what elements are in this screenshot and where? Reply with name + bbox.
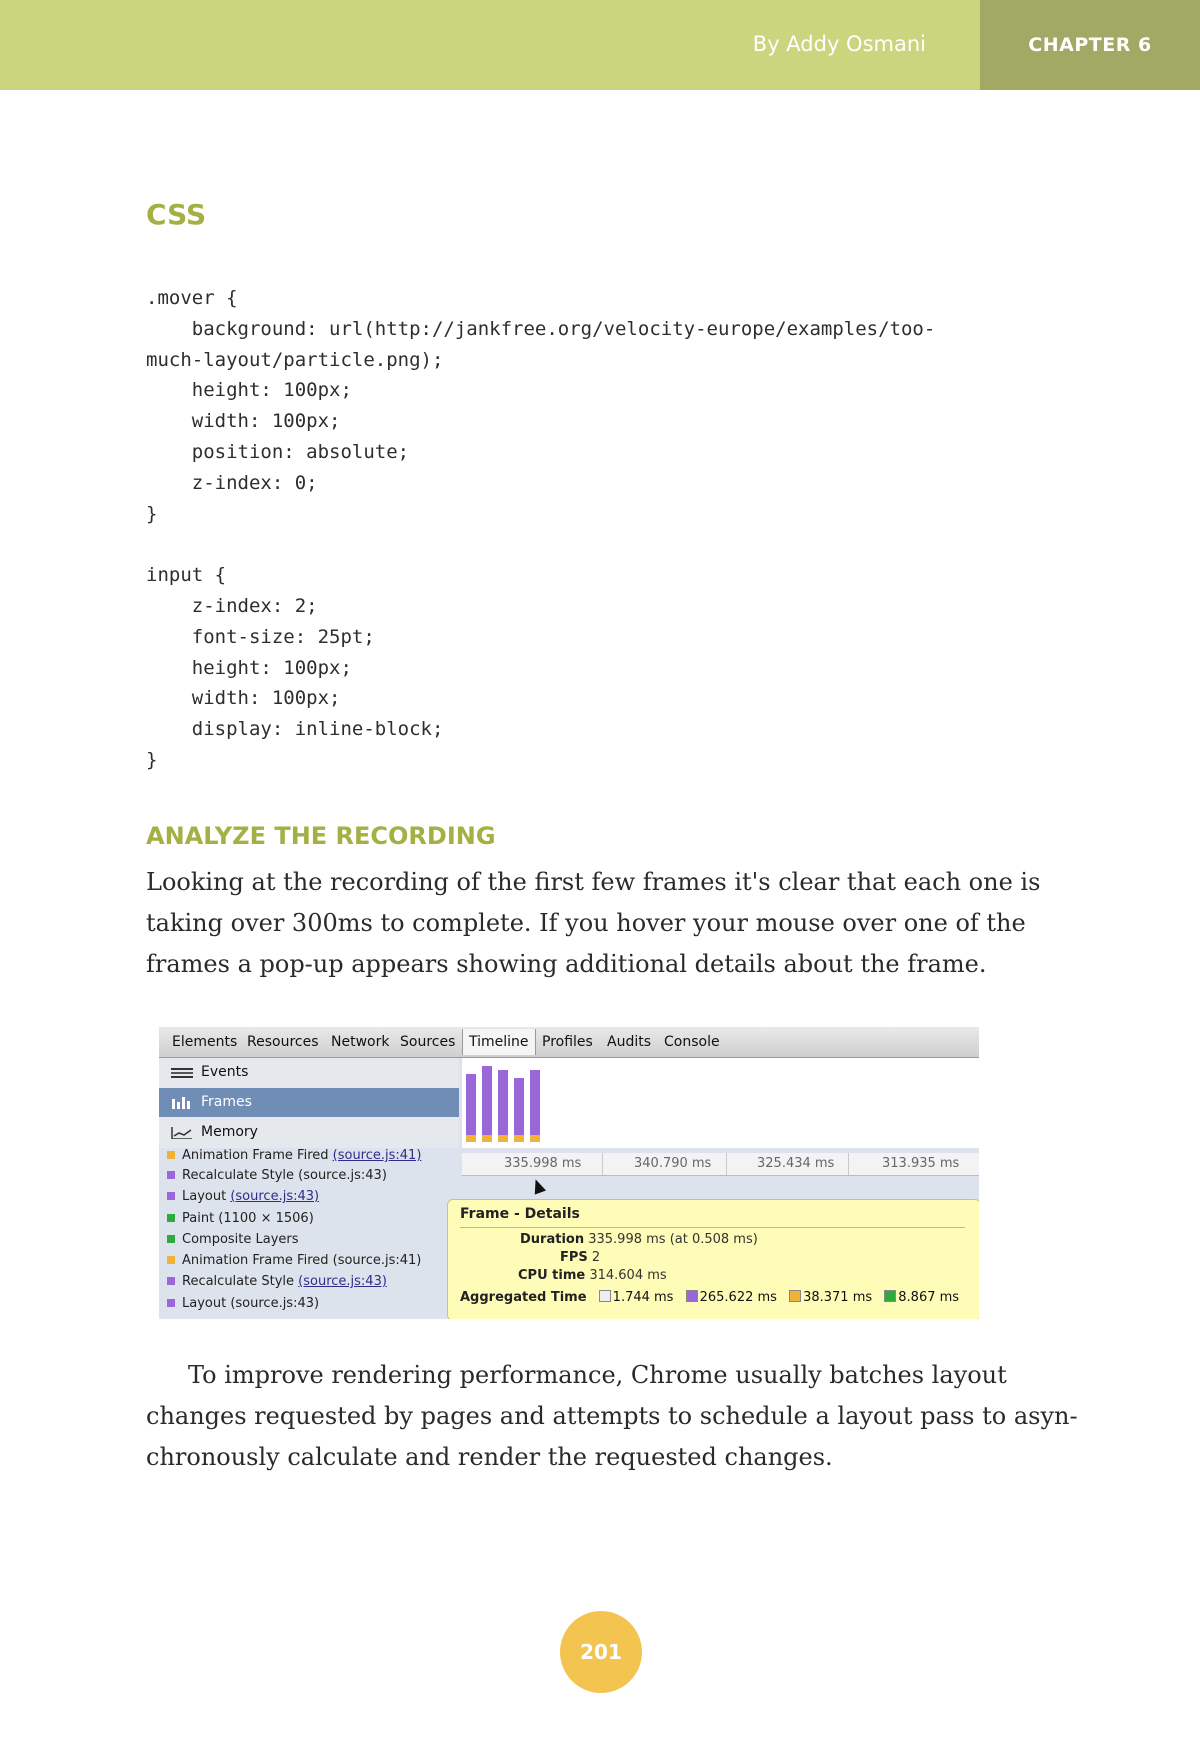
event-source-link[interactable]: (source.js:41): [332, 1148, 422, 1163]
aggregated-swatch: [884, 1290, 896, 1302]
aggregated-time-row: [460, 1290, 959, 1305]
ruler-tick: 340.790 ms: [634, 1156, 712, 1171]
tab-resources[interactable]: Resources: [247, 1034, 319, 1050]
frames-overview-chart[interactable]: [462, 1058, 979, 1148]
event-color-swatch: [167, 1256, 175, 1264]
tab-network[interactable]: Network: [331, 1034, 390, 1050]
cpu-time-row: [518, 1268, 667, 1283]
fps-row: [560, 1250, 600, 1265]
event-color-swatch: [167, 1299, 175, 1307]
ruler-tick: 313.935 ms: [882, 1156, 960, 1171]
timeline-ruler: [462, 1153, 979, 1176]
event-color-swatch: [167, 1277, 175, 1285]
list-item[interactable]: [167, 1145, 421, 1166]
event-color-swatch: [167, 1171, 175, 1179]
batching-paragraph: [146, 1355, 1078, 1478]
ruler-divider: [848, 1153, 849, 1175]
page-number: 201: [560, 1611, 642, 1693]
event-color-swatch: [167, 1235, 175, 1243]
event-source-link[interactable]: (source.js:43): [230, 1189, 320, 1204]
intro-paragraph: [146, 862, 1046, 985]
sidebar-item-label: Events: [201, 1064, 249, 1080]
ruler-divider: [726, 1153, 727, 1175]
aggregated-swatch: [686, 1290, 698, 1302]
tab-audits[interactable]: Audits: [607, 1034, 652, 1050]
list-item[interactable]: [167, 1271, 387, 1292]
sidebar-item-memory[interactable]: [159, 1118, 459, 1147]
tab-profiles[interactable]: Profiles: [542, 1034, 593, 1050]
tab-timeline[interactable]: Timeline: [462, 1029, 536, 1055]
event-source-link[interactable]: (source.js:43): [298, 1274, 387, 1289]
aggregated-value: 38.371 ms: [803, 1290, 873, 1305]
memory-icon: [171, 1127, 193, 1139]
event-color-swatch: [167, 1192, 175, 1200]
popup-title: Frame - Details: [460, 1206, 580, 1222]
tab-console[interactable]: Console: [664, 1034, 720, 1050]
duration-label: Duration: [520, 1232, 585, 1247]
frame-details-popup: [447, 1199, 979, 1319]
frame-bar[interactable]: [530, 1070, 540, 1142]
event-label: Recalculate Style: [182, 1274, 299, 1289]
ruler-divider: [602, 1153, 603, 1175]
frame-bar[interactable]: [498, 1070, 508, 1142]
frame-bar[interactable]: [466, 1074, 476, 1142]
list-item[interactable]: [167, 1208, 314, 1229]
event-label: Paint (1100 × 1506): [182, 1211, 314, 1226]
paragraph-line: To improve rendering performance, Chrome usually batches layout: [188, 1361, 1007, 1389]
analyze-heading: ANALYZE THE RECORDING: [146, 822, 496, 850]
aggregated-time-label: Aggregated Time: [460, 1290, 587, 1305]
event-label: Layout (source.js:43): [182, 1296, 320, 1311]
list-item[interactable]: [167, 1165, 387, 1186]
sidebar-item-label: Frames: [201, 1094, 252, 1110]
css-code-block: .mover { background: url(http://jankfree.org/velocity-europe/examples/too- much-layout/particle.png); height: 100px; width: 100px; position: absolute; z-index: 0; } input { z-index: 2; font-size: 25pt; height: 100px; width: 100px; display: inline-block; }: [146, 287, 936, 771]
tab-elements[interactable]: Elements: [172, 1034, 238, 1050]
paragraph-line: frames a pop-up appears showing additional details about the frame.: [146, 950, 987, 978]
popup-divider: [460, 1227, 965, 1228]
page-header: [0, 0, 1200, 90]
paragraph-line: Looking at the recording of the first few frames it's clear that each one is: [146, 868, 1041, 896]
sidebar-item-frames[interactable]: [159, 1088, 459, 1117]
aggregated-value: 8.867 ms: [898, 1290, 960, 1305]
frame-bar[interactable]: [482, 1066, 492, 1142]
event-label: Recalculate Style (source.js:43): [182, 1168, 387, 1183]
event-label: Composite Layers: [182, 1232, 299, 1247]
aggregated-swatch: [789, 1290, 801, 1302]
duration-value: 335.998 ms (at 0.508 ms): [588, 1232, 758, 1247]
event-color-swatch: [167, 1214, 175, 1222]
fps-value: 2: [591, 1250, 601, 1265]
mouse-cursor-icon: [530, 1177, 546, 1194]
events-icon: [171, 1067, 193, 1079]
list-item[interactable]: [167, 1250, 421, 1271]
devtools-screenshot: [159, 1027, 979, 1319]
list-item[interactable]: [167, 1229, 299, 1250]
aggregated-value: 265.622 ms: [699, 1290, 777, 1305]
duration-row: [520, 1232, 758, 1247]
devtools-tab-bar: [159, 1027, 979, 1058]
event-color-swatch: [167, 1151, 175, 1159]
paragraph-line: chronously calculate and render the requested changes.: [146, 1443, 833, 1471]
ruler-tick: 335.998 ms: [504, 1156, 582, 1171]
author-byline: By Addy Osmani: [752, 32, 926, 56]
paragraph-line: taking over 300ms to complete. If you hover your mouse over one of the: [146, 909, 1026, 937]
list-item[interactable]: [167, 1186, 319, 1207]
event-label: Layout: [182, 1189, 231, 1204]
frame-bar[interactable]: [514, 1078, 524, 1142]
fps-label: FPS: [560, 1250, 588, 1265]
timeline-events-list: [159, 1148, 459, 1319]
css-heading: CSS: [146, 198, 207, 231]
aggregated-value: 1.744 ms: [612, 1290, 674, 1305]
list-item[interactable]: [167, 1293, 319, 1314]
event-label: Animation Frame Fired (source.js:41): [182, 1253, 422, 1268]
cpu-time-value: 314.604 ms: [589, 1268, 667, 1283]
timeline-sidebar: [159, 1058, 459, 1148]
cpu-time-label: CPU time: [518, 1268, 586, 1283]
event-label: Animation Frame Fired: [182, 1148, 333, 1163]
chapter-label: CHAPTER 6: [980, 0, 1200, 90]
tab-sources[interactable]: Sources: [400, 1034, 456, 1050]
sidebar-item-label: Memory: [201, 1124, 258, 1140]
ruler-tick: 325.434 ms: [757, 1156, 835, 1171]
paragraph-line: changes requested by pages and attempts to schedule a layout pass to asyn-: [146, 1402, 1078, 1430]
sidebar-item-events[interactable]: [159, 1058, 459, 1087]
frames-icon: [171, 1097, 193, 1109]
aggregated-swatch: [599, 1290, 611, 1302]
